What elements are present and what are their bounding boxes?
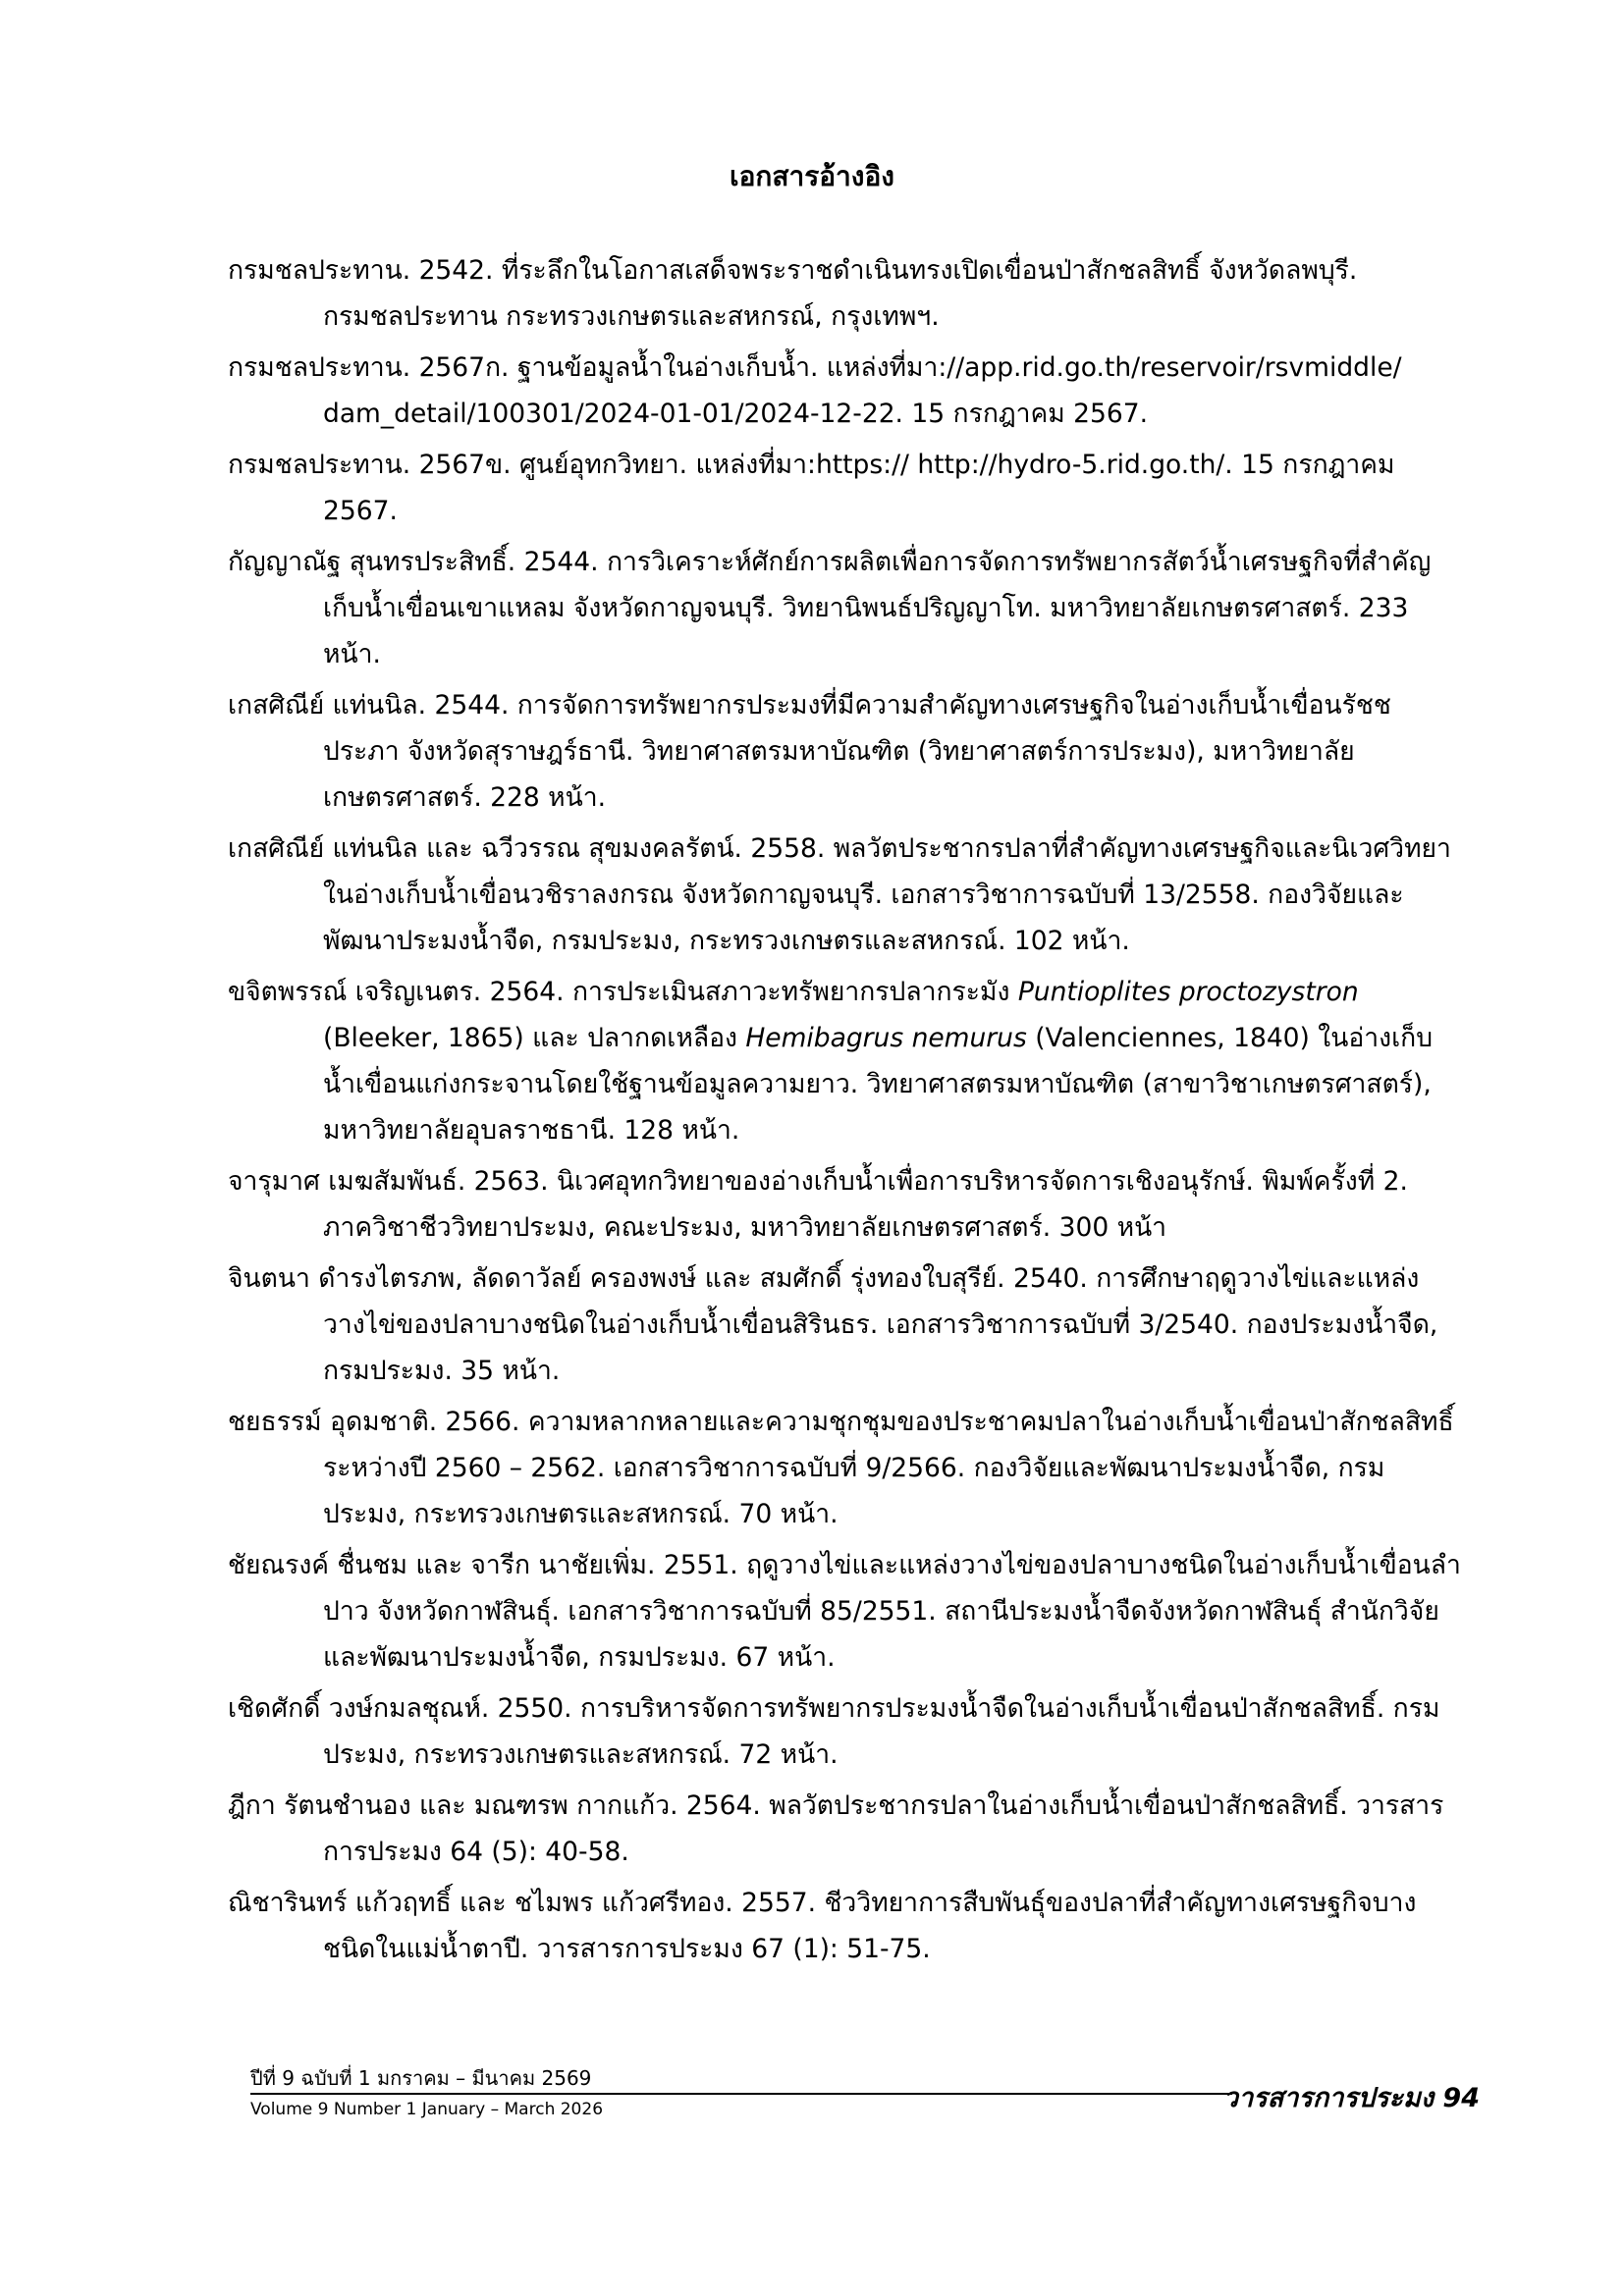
- footer-issue-english: Volume 9 Number 1 January – March 2026: [250, 2100, 604, 2119]
- reference-text: ชยธรรม์ อุดมชาติ. 2566. ความหลากหลายและความชุกชุมของประชาคมปลาในอ่างเก็บน้ำเขื่อนป่าสักชลสิทธิ์ ระหว่างปี 2560 – 2562. เอกสารวิชาการฉบับที่ 9/2566. กองวิจัยและพัฒนาประมงน้ำจืด, กรมประมง, กระทรวงเกษตรและสหกรณ์. 70 หน้า.: [228, 1407, 1454, 1529]
- reference-text: เกสศิณีย์ แท่นนิล. 2544. การจัดการทรัพยากรประมงที่มีความสำคัญทางเศรษฐกิจในอ่างเก็บน้ำเขื่อนรัชชประภา จังหวัดสุราษฎร์ธานี. วิทยาศาสตรมหาบัณฑิต (วิทยาศาสตร์การประมง), มหาวิทยาลัยเกษตรศาสตร์. 228 หน้า.: [228, 690, 1391, 813]
- reference-text: กรมชลประทาน. 2567ก. ฐานข้อมูลน้ำในอ่างเก็บน้ำ. แหล่งที่มา://app.rid.go.th/reservoir/rsvmiddle/ dam_detail/100301/2024-01-01/2024-12-22. 15 กรกฎาคม 2567.: [228, 352, 1402, 429]
- footer-journal-page: วารสารการประมง 94: [1222, 2083, 1480, 2113]
- reference-entry: [228, 826, 1461, 964]
- scientific-name: Puntioplites proctozystron: [1017, 977, 1359, 1007]
- reference-text: กรมชลประทาน. 2567ข. ศูนย์อุทกวิทยา. แหล่งที่มา:https:// http://hydro-5.rid.go.th/. 15 กรกฎาคม 2567.: [228, 450, 1395, 526]
- reference-entry: [228, 345, 1461, 437]
- reference-entry: [228, 682, 1461, 821]
- reference-text: เกสศิณีย์ แท่นนิล และ ฉวีวรรณ สุขมงคลรัตน์. 2558. พลวัตประชากรปลาที่สำคัญทางเศรษฐกิจและนิเวศวิทยาในอ่างเก็บน้ำเขื่อนวชิราลงกรณ จังหวัดกาญจนบุรี. เอกสารวิชาการฉบับที่ 13/2558. กองวิจัยและพัฒนาประมงน้ำจืด, กรมประมง, กระทรวงเกษตรและสหกรณ์. 102 หน้า.: [228, 833, 1451, 956]
- reference-text: ขจิตพรรณ์ เจริญเนตร. 2564. การประเมินสภาวะทรัพยากรปลากระมัง: [228, 977, 1018, 1007]
- reference-entry: [228, 539, 1461, 677]
- reference-entry: [228, 1880, 1461, 1972]
- reference-text: กรมชลประทาน. 2542. ที่ระลึกในโอกาสเสด็จพระราชดำเนินทรงเปิดเขื่อนป่าสักชลสิทธิ์ จังหวัดลพบุรี. กรมชลประทาน กระทรวงเกษตรและสหกรณ์, กรุงเทพฯ.: [228, 255, 1358, 332]
- page-title: เอกสารอ้างอิง: [730, 160, 894, 192]
- reference-text: ณิชารินทร์ แก้วฤทธิ์ และ ชไมพร แก้วศรีทอง. 2557. ชีววิทยาการสืบพันธุ์ของปลาที่สำคัญทางเศรษฐกิจบางชนิดในแม่น้ำตาปี. วารสารการประมง 67 (1): 51-75.: [228, 1888, 1417, 1964]
- reference-text: ฎีกา รัตนชำนอง และ มณฑรพ กากแก้ว. 2564. พลวัตประชากรปลาในอ่างเก็บน้ำเขื่อนป่าสักชลสิทธิ์. วารสารการประมง 64 (5): 40-58.: [228, 1790, 1444, 1867]
- reference-text: จารุมาศ เมฆสัมพันธ์. 2563. นิเวศอุทกวิทยาของอ่างเก็บน้ำเพื่อการบริหารจัดการเชิงอนุรักษ์. พิมพ์ครั้งที่ 2. ภาควิชาชีววิทยาประมง, คณะประมง, มหาวิทยาลัยเกษตรศาสตร์. 300 หน้า: [228, 1166, 1408, 1243]
- reference-list: [228, 247, 1461, 1977]
- reference-text: เชิดศักดิ์ วงษ์กมลชุณห์. 2550. การบริหารจัดการทรัพยากรประมงน้ำจืดในอ่างเก็บน้ำเขื่อนป่าสักชลสิทธิ์. กรมประมง, กระทรวงเกษตรและสหกรณ์. 72 หน้า.: [228, 1693, 1440, 1770]
- reference-entry: [228, 1255, 1461, 1394]
- footer-rule: [250, 2093, 1232, 2095]
- footer-issue-thai: ปีที่ 9 ฉบับที่ 1 มกราคม – มีนาคม 2569: [250, 2066, 592, 2090]
- reference-text: กัญญาณัฐ สุนทรประสิทธิ์. 2544. การวิเคราะห์ศักย์การผลิตเพื่อการจัดการทรัพยากรสัตว์น้ำเศรษฐกิจที่สำคัญเก็บน้ำเขื่อนเขาแหลม จังหวัดกาญจนบุรี. วิทยานิพนธ์ปริญญาโท. มหาวิทยาลัยเกษตรศาสตร์. 233 หน้า.: [228, 547, 1432, 669]
- reference-text: ชัยณรงค์ ชื่นชม และ จารีก นาชัยเพิ่ม. 2551. ฤดูวางไข่และแหล่งวางไข่ของปลาบางชนิดในอ่างเก็บน้ำเขื่อนลำปาว จังหวัดกาฬสินธุ์. เอกสารวิชาการฉบับที่ 85/2551. สถานีประมงน้ำจืดจังหวัดกาฬสินธุ์ สำนักวิจัยและพัฒนาประมงน้ำจืด, กรมประมง. 67 หน้า.: [228, 1550, 1461, 1673]
- reference-entry: [228, 1542, 1461, 1681]
- reference-entry: [228, 1685, 1461, 1778]
- reference-entry: [228, 442, 1461, 534]
- reference-entry: [228, 1399, 1461, 1537]
- reference-entry: [228, 1783, 1461, 1875]
- reference-entry: [228, 969, 1461, 1153]
- page-footer: [250, 2056, 1480, 2125]
- reference-text: (Valenciennes, 1840) ในอ่างเก็บน้ำเขื่อนแก่งกระจานโดยใช้ฐานข้อมูลความยาว. วิทยาศาสตรมหาบัณฑิต (สาขาวิชาเกษตรศาสตร์), มหาวิทยาลัยอุบลราชธานี. 128 หน้า.: [323, 1023, 1434, 1146]
- reference-text: (Bleeker, 1865) และ ปลากดเหลือง: [323, 1023, 746, 1053]
- reference-text: จินตนา ดำรงไตรภพ, ลัดดาวัลย์ ครองพงษ์ และ สมศักดิ์ รุ่งทองใบสุรีย์. 2540. การศึกษาฤดูวางไข่และแหล่งวางไข่ของปลาบางชนิดในอ่างเก็บน้ำเขื่อนสิรินธร. เอกสารวิชาการฉบับที่ 3/2540. กองประมงน้ำจืด, กรมประมง. 35 หน้า.: [228, 1263, 1438, 1386]
- reference-entry: [228, 247, 1461, 340]
- scientific-name: Hemibagrus nemurus: [745, 1023, 1027, 1053]
- reference-entry: [228, 1158, 1461, 1251]
